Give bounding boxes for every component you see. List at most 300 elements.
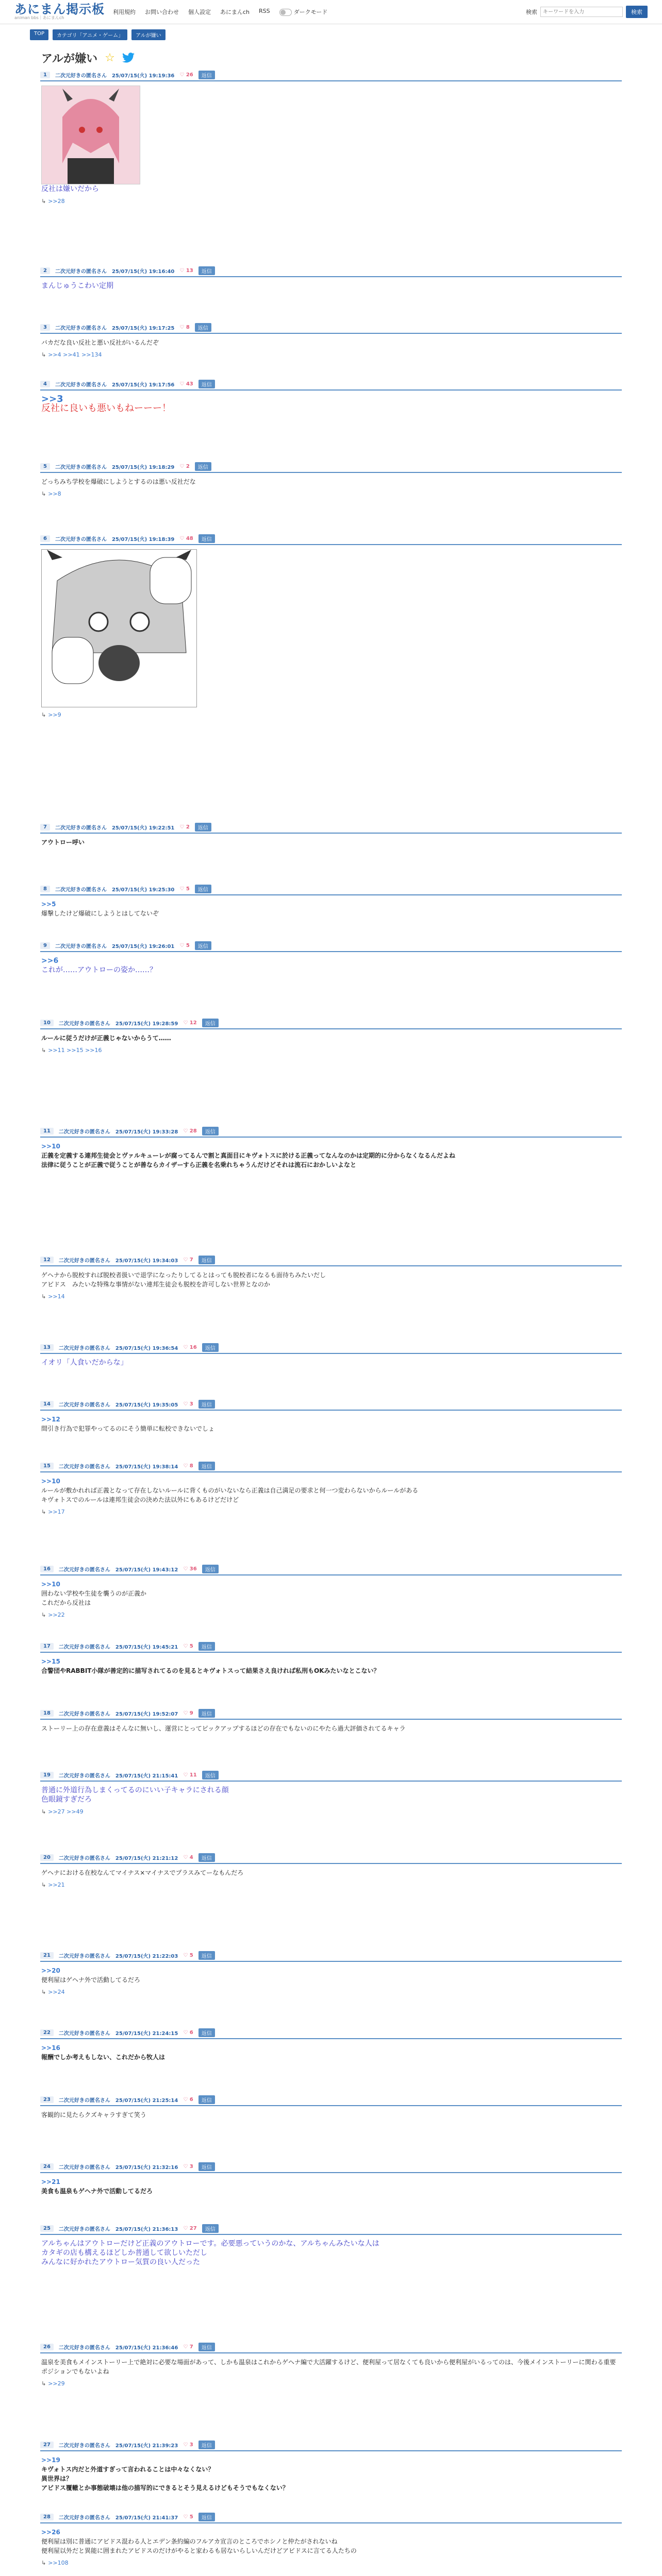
reply-anchor-link[interactable]: >>21 (41, 2178, 60, 2185)
breadcrumb-top[interactable]: TOP (30, 29, 48, 40)
post-date: 25/07/15(火) 19:16:40 (111, 268, 175, 275)
poster-name: 二次元好きの匿名さん (58, 2226, 110, 2232)
post-header (40, 822, 622, 834)
post (40, 70, 622, 205)
post-number[interactable]: 7 (40, 824, 50, 831)
post (40, 323, 622, 358)
reply-anchor-link[interactable]: >>10 (41, 1478, 60, 1485)
reply-references[interactable] (40, 711, 622, 718)
reply-arrow-icon: ↳ (41, 1808, 46, 1815)
post-body (40, 2039, 622, 2066)
reply-button[interactable]: 返信 (198, 71, 215, 79)
post-date: 25/07/15(火) 19:38:14 (115, 1464, 178, 1470)
post-text-line: 温泉を美食もメインストーリー上で絶対に必要な場面があって、しかも温泉はこれからゲヘナ編で大活躍するけど、便利屋って居なくても良いから便利屋がいるってのは、今後メインストーリーに関わる重要ポジションでもないよね (41, 2359, 616, 2375)
post-header (40, 1126, 622, 1138)
reply-references[interactable] (40, 351, 622, 358)
reply-arrow-icon: ↳ (41, 1047, 46, 1054)
post-text-line: これだから反社は (41, 1599, 91, 1606)
post-text-line: どっちみち学校を爆破にしようとするのは悪い反社だな (41, 478, 196, 485)
post-number[interactable]: 9 (40, 942, 50, 949)
post-date: 25/07/15(火) 19:22:51 (111, 825, 175, 831)
like-count[interactable]: ♡ 9 (183, 1710, 193, 1716)
reply-anchor-link[interactable]: >>3 (41, 394, 63, 404)
reply-anchor-link[interactable]: >>12 (41, 1416, 60, 1423)
reply-button[interactable]: 返信 (202, 1565, 219, 1573)
reply-anchor-link[interactable]: >>16 (41, 2044, 60, 2052)
post-text-line: アビドス みたいな特殊な事情がない連邦生徒会も脱校を許可しない世界となのか (41, 1281, 270, 1288)
post-body (40, 545, 622, 711)
reply-button[interactable]: 返信 (195, 941, 211, 950)
post (40, 1564, 622, 1618)
reply-arrow-icon: ↳ (41, 1509, 46, 1515)
reply-button[interactable]: 返信 (198, 2162, 215, 2171)
post-number[interactable]: 13 (40, 1344, 54, 1351)
like-count[interactable]: ♡ 4 (183, 1854, 193, 1860)
poster-name: 二次元好きの匿名さん (58, 2097, 110, 2104)
post-body (40, 2353, 622, 2380)
reply-button[interactable]: 返信 (198, 2095, 215, 2104)
reply-button[interactable]: 返信 (202, 1771, 219, 1780)
post-header (40, 2162, 622, 2173)
post-number[interactable]: 3 (40, 324, 50, 331)
like-count[interactable]: ♡ 27 (183, 2225, 197, 2231)
post-date: 25/07/15(火) 19:18:29 (111, 464, 175, 470)
post-body (40, 1962, 622, 1989)
like-count[interactable]: ♡ 2 (179, 824, 190, 830)
post-header (40, 884, 622, 895)
post-number[interactable]: 16 (40, 1566, 54, 1572)
reply-references[interactable] (40, 1047, 622, 1054)
post-number[interactable]: 14 (40, 1401, 54, 1408)
post (40, 1018, 622, 1054)
post-date: 25/07/15(火) 19:35:05 (115, 1402, 178, 1408)
poster-name: 二次元好きの匿名さん (55, 943, 107, 950)
like-count[interactable]: ♡ 13 (179, 267, 193, 274)
post-header (40, 1641, 622, 1653)
search-label: 検索 (526, 9, 537, 15)
post-number[interactable]: 25 (40, 2225, 54, 2232)
twitter-bird-icon[interactable] (122, 53, 135, 63)
reply-button[interactable]: 返信 (198, 1462, 215, 1470)
post-header (40, 1255, 622, 1266)
post-header (40, 266, 622, 277)
like-count[interactable]: ♡ 8 (179, 324, 190, 330)
reply-references[interactable] (40, 1509, 622, 1515)
post-text-line: ストーリー上の存在意義はそんなに無いし、運営にとってピックアップするほどの存在でもないのにやたら過大評価されてるキャラ (41, 1725, 406, 1732)
post-body (40, 277, 622, 295)
post (40, 1461, 622, 1515)
post-date: 25/07/15(火) 21:41:37 (115, 2515, 178, 2521)
poster-name: 二次元好きの匿名さん (55, 825, 107, 831)
reply-reference-links[interactable]: >>9 (48, 711, 61, 718)
post-header (40, 1343, 622, 1354)
post (40, 2342, 622, 2387)
reply-button[interactable]: 返信 (198, 1256, 215, 1264)
reply-reference-links[interactable]: >>11 >>15 >>16 (48, 1047, 102, 1054)
reply-button[interactable]: 返信 (198, 1400, 215, 1409)
post-header (40, 2095, 622, 2106)
reply-reference-links[interactable]: >>28 (48, 198, 65, 205)
post-text-line: ルールが敷かれれば正義となって存在しないルールに背くものがいないなら正義は自己満足の要求と何一つ変わらないからルールがある (41, 1487, 419, 1494)
post-number[interactable]: 2 (40, 267, 50, 274)
reply-anchor-link[interactable]: >>19 (41, 2456, 60, 2464)
poster-name: 二次元好きの匿名さん (58, 1021, 110, 1027)
post-header (40, 323, 622, 334)
reply-button[interactable]: 返信 (195, 823, 211, 832)
reply-button[interactable]: 返信 (198, 2513, 215, 2521)
reply-button[interactable]: 返信 (195, 323, 211, 332)
post-manga-image[interactable] (41, 549, 197, 707)
reply-button[interactable]: 返信 (198, 1951, 215, 1960)
reply-button[interactable]: 返信 (198, 2441, 215, 2449)
darkmode-label: ダークモード (293, 9, 328, 15)
reply-button[interactable]: 返信 (198, 1709, 215, 1718)
post-text-line: キヴォトス内だと外道すぎって言われることは中々なくない？ (41, 2466, 214, 2473)
nav-terms[interactable]: 利用規約 (113, 9, 136, 15)
reply-button[interactable]: 返信 (202, 2224, 219, 2233)
poster-name: 二次元好きの匿名さん (58, 1258, 110, 1264)
post-body (40, 1653, 622, 1680)
reply-reference-links[interactable]: >>17 (48, 1509, 65, 1515)
like-count[interactable]: ♡ 11 (183, 1772, 197, 1778)
reply-references[interactable] (40, 1808, 622, 1815)
post-number[interactable]: 17 (40, 1643, 54, 1650)
post-date: 25/07/15(火) 21:39:23 (115, 2443, 178, 2449)
reply-reference-links[interactable]: >>29 (48, 2380, 65, 2387)
favorite-star-icon[interactable]: ☆ (105, 51, 115, 64)
post-number[interactable]: 20 (40, 1854, 54, 1861)
reply-button[interactable]: 返信 (202, 1127, 219, 1136)
reply-reference-links[interactable]: >>8 (48, 490, 61, 497)
reply-anchor-link[interactable]: >>5 (41, 901, 56, 908)
post-text-line: 報酬でしか考えもしない、これだから牧人は (41, 2054, 166, 2061)
like-count[interactable]: ♡ 48 (179, 535, 193, 541)
post (40, 2162, 622, 2200)
post (40, 1641, 622, 1680)
poster-name: 二次元好きの匿名さん (58, 1644, 110, 1650)
post-number[interactable]: 23 (40, 2096, 54, 2103)
like-count[interactable]: ♡ 36 (183, 1566, 197, 1572)
thread-title-row (0, 45, 662, 70)
post-number[interactable]: 11 (40, 1128, 54, 1134)
post-body (40, 2235, 622, 2271)
post-date: 25/07/15(火) 21:21:12 (115, 1855, 178, 1861)
like-count[interactable]: ♡ 5 (183, 1952, 193, 1958)
reply-button[interactable]: 返信 (198, 1642, 215, 1651)
post-date: 25/07/15(火) 19:36:54 (115, 1345, 178, 1351)
like-count[interactable]: ♡ 6 (183, 2029, 193, 2036)
search-input[interactable] (540, 7, 623, 17)
reply-button[interactable]: 返信 (195, 885, 211, 893)
reply-arrow-icon: ↳ (41, 711, 46, 718)
post-header (40, 70, 622, 81)
post-header (40, 2512, 622, 2523)
post-date: 25/07/15(火) 21:32:16 (115, 2164, 178, 2171)
post-date: 25/07/15(火) 19:34:03 (115, 1258, 178, 1264)
poster-name: 二次元好きの匿名さん (58, 1129, 110, 1135)
reply-button[interactable]: 返信 (198, 1853, 215, 1862)
poster-name: 二次元好きの匿名さん (55, 268, 107, 275)
reply-button[interactable]: 返信 (198, 2343, 215, 2351)
post-number[interactable]: 4 (40, 381, 50, 387)
post-body (40, 81, 622, 198)
post (40, 462, 622, 497)
post-text-line: 正義を定義する連邦生徒会とヴァルキューレが腐ってるんで割と真面目にキヴォトスに於ける正義ってなんなのかは定期的に分からなくなるんだよね (41, 1152, 456, 1159)
post (40, 822, 622, 851)
post-header (40, 1018, 622, 1029)
post-body (40, 1411, 622, 1437)
post-date: 25/07/15(火) 21:25:14 (115, 2097, 178, 2104)
reply-reference-links[interactable]: >>21 (48, 1882, 65, 1888)
post-number[interactable]: 12 (40, 1257, 54, 1263)
poster-name: 二次元好きの匿名さん (58, 2345, 110, 2351)
poster-name: 二次元好きの匿名さん (55, 887, 107, 893)
post-body (40, 1029, 622, 1047)
post-header (40, 462, 622, 473)
post-number[interactable]: 24 (40, 2163, 54, 2170)
post-header (40, 1770, 622, 1782)
like-count[interactable]: ♡ 12 (183, 1020, 197, 1026)
logo-subtext: animan bbs｜あにまんch (14, 15, 64, 20)
reply-references[interactable] (40, 1882, 622, 1888)
post-header (40, 1461, 622, 1472)
like-count[interactable]: ♡ 3 (183, 2163, 193, 2170)
post-date: 25/07/15(火) 21:15:41 (115, 1773, 178, 1779)
reply-button[interactable]: 返信 (198, 2028, 215, 2037)
reply-references[interactable] (40, 2380, 622, 2387)
post-header (40, 2224, 622, 2235)
page-title: アルが嫌い (41, 52, 98, 65)
reply-anchor-link[interactable]: >>15 (41, 1658, 60, 1665)
post-body (40, 1782, 622, 1808)
search-button[interactable]: 検索 (626, 6, 648, 18)
nav-settings[interactable]: 個人設定 (188, 9, 211, 15)
post-date: 25/07/15(火) 19:28:59 (115, 1021, 178, 1027)
post-text-line: アウトロー呼い (41, 839, 85, 846)
post-text-line: みんなに好かれたアウトロー気質の良い人だった (41, 2258, 200, 2266)
post-header (40, 2342, 622, 2353)
post (40, 2028, 622, 2066)
post-text-line: 便利屋は別に普通にアビドス混わる人とエデン条約編のフルアカ宣言のところでホシノと仲たがされないね (41, 2538, 338, 2545)
post-date: 25/07/15(火) 19:43:12 (115, 1567, 178, 1573)
post (40, 1770, 622, 1815)
reply-anchor-link[interactable]: >>10 (41, 1143, 60, 1150)
post-date: 25/07/15(火) 21:36:46 (115, 2345, 178, 2351)
like-count[interactable]: ♡ 8 (183, 1463, 193, 1469)
poster-name: 二次元好きの匿名さん (58, 1773, 110, 1779)
like-count[interactable]: ♡ 5 (183, 1643, 193, 1649)
nav-rss[interactable]: RSS (259, 8, 270, 14)
post-text-line: 反社は嫌いだから (41, 185, 99, 193)
reply-references[interactable] (40, 2560, 622, 2566)
post-number[interactable]: 22 (40, 2029, 54, 2036)
post-body (40, 2106, 622, 2124)
post (40, 884, 622, 922)
post-date: 25/07/15(火) 19:25:30 (111, 887, 175, 893)
post-header (40, 941, 622, 952)
reply-references[interactable] (40, 1612, 622, 1618)
post-text-line: キヴォトスでのルールは連邦生徒会の決めた法以外にもあるけどだけど (41, 1496, 239, 1503)
like-count[interactable]: ♡ 43 (179, 381, 193, 387)
reply-button[interactable]: 返信 (198, 380, 215, 388)
poster-name: 二次元好きの匿名さん (55, 536, 107, 543)
post-number[interactable]: 27 (40, 2442, 54, 2448)
post (40, 2440, 622, 2497)
post-number[interactable]: 21 (40, 1952, 54, 1959)
reply-arrow-icon: ↳ (41, 490, 46, 497)
post (40, 1853, 622, 1888)
post-body (40, 391, 622, 417)
post (40, 1951, 622, 1995)
reply-button[interactable]: 返信 (195, 462, 211, 471)
post (40, 1255, 622, 1300)
poster-name: 二次元好きの匿名さん (58, 1711, 110, 1717)
reply-references[interactable] (40, 490, 622, 497)
reply-button[interactable]: 返信 (202, 1019, 219, 1027)
post (40, 1126, 622, 1174)
poster-name: 二次元好きの匿名さん (58, 1567, 110, 1573)
like-count[interactable]: ♡ 7 (183, 2344, 193, 2350)
post-header (40, 534, 622, 545)
post-text-line: 客観的に見たらクズキャラすぎて笑う (41, 2111, 146, 2119)
like-count[interactable]: ♡ 5 (179, 886, 190, 892)
post-body (40, 1472, 622, 1509)
like-count[interactable]: ♡ 16 (183, 1344, 197, 1350)
breadcrumb-thread[interactable]: アルが嫌い (131, 29, 166, 40)
post-text-line: ゲヘナにおける在校なんてマイナス×マイナスでプラスみてーなもんだろ (41, 1869, 244, 1876)
post-text-line: ゲヘナから脱校すれば脱校者扱いで退学になったりしてるとはっても脱校者になるも面待ちみたいだし (41, 1272, 326, 1279)
like-count[interactable]: ♡ 28 (183, 1128, 197, 1134)
post-text-line: 合警団やRABBIT小隊が善定的に描写されてるのを見るとキヴォトスって結果さえ良ければ私刑もOKみたいなとこない？ (41, 1667, 380, 1674)
post-text-line: ルールに従うだけが正義じゃないからうて…… (41, 1035, 171, 1042)
post (40, 534, 622, 718)
post-text-line: 反社に良いも悪いもねーーー！ (41, 403, 171, 414)
reply-button[interactable]: 返信 (198, 534, 215, 543)
site-header (0, 0, 662, 24)
post-body (40, 2173, 622, 2200)
reply-arrow-icon: ↳ (41, 198, 46, 205)
post-text-line: 美食も温泉もゲヘナ外で活動してるだろ (41, 2188, 153, 2195)
post-image[interactable] (41, 86, 140, 184)
poster-name: 二次元好きの匿名さん (58, 1345, 110, 1351)
post-header (40, 379, 622, 391)
reply-reference-links[interactable]: >>24 (48, 1989, 65, 1995)
post-body (40, 834, 622, 851)
poster-name: 二次元好きの匿名さん (55, 325, 107, 331)
reply-button[interactable]: 返信 (202, 1343, 219, 1352)
post-date: 25/07/15(火) 19:17:25 (111, 325, 175, 331)
post-date: 25/07/15(火) 19:19:36 (111, 73, 175, 79)
poster-name: 二次元好きの匿名さん (55, 464, 107, 470)
header-nav (113, 8, 327, 16)
post-text-line: アルちゃんはアウトローだけど正義のアウトローです。必要悪っていうのかな、アルちゃんみたいな人は (41, 2240, 379, 2248)
post-body (40, 2523, 622, 2560)
poster-name: 二次元好きの匿名さん (55, 382, 107, 388)
like-count[interactable]: ♡ 26 (179, 72, 193, 78)
post-text-line: 爆撃したけど爆破にしようとはしてないぞ (41, 910, 159, 917)
like-count[interactable]: ♡ 6 (183, 2096, 193, 2103)
post-header (40, 2440, 622, 2451)
post (40, 1708, 622, 1737)
post-text-line: 法律に従うことが正義で従うことが善ならカイザーすら正義を名乗れちゃうんだけどそれは流石におかしいよなと (41, 1161, 357, 1168)
like-count[interactable]: ♡ 5 (179, 942, 190, 948)
reply-reference-links[interactable]: >>27 >>49 (48, 1808, 84, 1815)
post-number[interactable]: 26 (40, 2344, 54, 2350)
post-number[interactable]: 19 (40, 1772, 54, 1778)
post-number[interactable]: 18 (40, 1710, 54, 1717)
reply-references[interactable] (40, 1293, 622, 1300)
breadcrumb-category[interactable]: カテゴリ「アニメ・ゲーム」 (53, 29, 127, 40)
post-body (40, 1720, 622, 1737)
like-count[interactable]: ♡ 2 (179, 463, 190, 469)
post (40, 2095, 622, 2124)
reply-anchor-link[interactable]: >>6 (41, 957, 59, 965)
post-header (40, 1399, 622, 1411)
post-date: 25/07/15(火) 19:26:01 (111, 943, 175, 950)
post (40, 2224, 622, 2271)
like-count[interactable]: ♡ 7 (183, 1257, 193, 1263)
reply-arrow-icon: ↳ (41, 2380, 46, 2387)
post-body (40, 1266, 622, 1293)
post-body (40, 334, 622, 351)
nav-contact[interactable]: お問い合わせ (145, 9, 179, 15)
post-body (40, 895, 622, 922)
reply-reference-links[interactable]: >>22 (48, 1612, 65, 1618)
reply-anchor-link[interactable]: >>26 (41, 2529, 60, 2536)
post-text-line: 囲わない学校や生徒を襲うのが正義か (41, 1590, 147, 1597)
post-header (40, 1853, 622, 1864)
post (40, 2512, 622, 2566)
post-date: 25/07/15(火) 21:36:13 (115, 2226, 178, 2232)
reply-reference-links[interactable]: >>4 >>41 >>134 (48, 351, 102, 358)
poster-name: 二次元好きの匿名さん (58, 2515, 110, 2521)
darkmode-toggle[interactable] (279, 8, 328, 16)
post-number[interactable]: 15 (40, 1463, 54, 1469)
post-text-line: バカだな良い反社と悪い反社がいるんだぞ (41, 339, 159, 346)
post-body (40, 1354, 622, 1371)
post-header (40, 1951, 622, 1962)
poster-name: 二次元好きの匿名さん (58, 1464, 110, 1470)
reply-reference-links[interactable]: >>108 (48, 2560, 69, 2566)
post-date: 25/07/15(火) 19:18:39 (111, 536, 175, 543)
post-number[interactable]: 6 (40, 535, 50, 542)
post-number[interactable]: 28 (40, 2514, 54, 2520)
like-count[interactable]: ♡ 3 (183, 1401, 193, 1407)
reply-arrow-icon: ↳ (41, 2560, 46, 2566)
post-header (40, 1708, 622, 1720)
nav-animanch[interactable]: あにまんch (220, 9, 250, 15)
reply-anchor-link[interactable]: >>20 (41, 1967, 60, 1974)
site-logo[interactable] (14, 3, 105, 21)
post-number[interactable]: 8 (40, 886, 50, 892)
like-count[interactable]: ♡ 5 (183, 2514, 193, 2520)
post-number[interactable]: 1 (40, 72, 50, 78)
reply-button[interactable]: 返信 (198, 266, 215, 275)
reply-anchor-link[interactable]: >>10 (41, 1581, 60, 1588)
reply-references[interactable] (40, 198, 622, 205)
post-date: 25/07/15(火) 19:45:21 (115, 1644, 178, 1650)
post-text-line: まんじゅうこわい定期 (41, 282, 113, 290)
like-count[interactable]: ♡ 3 (183, 2442, 193, 2448)
post-date: 25/07/15(火) 19:33:28 (115, 1129, 178, 1135)
post-number[interactable]: 10 (40, 1020, 54, 1026)
reply-arrow-icon: ↳ (41, 1989, 46, 1995)
reply-references[interactable] (40, 1989, 622, 1995)
reply-arrow-icon: ↳ (41, 1293, 46, 1300)
post-date: 25/07/15(火) 21:24:15 (115, 2030, 178, 2037)
reply-reference-links[interactable]: >>14 (48, 1293, 65, 1300)
post-number[interactable]: 5 (40, 463, 50, 470)
